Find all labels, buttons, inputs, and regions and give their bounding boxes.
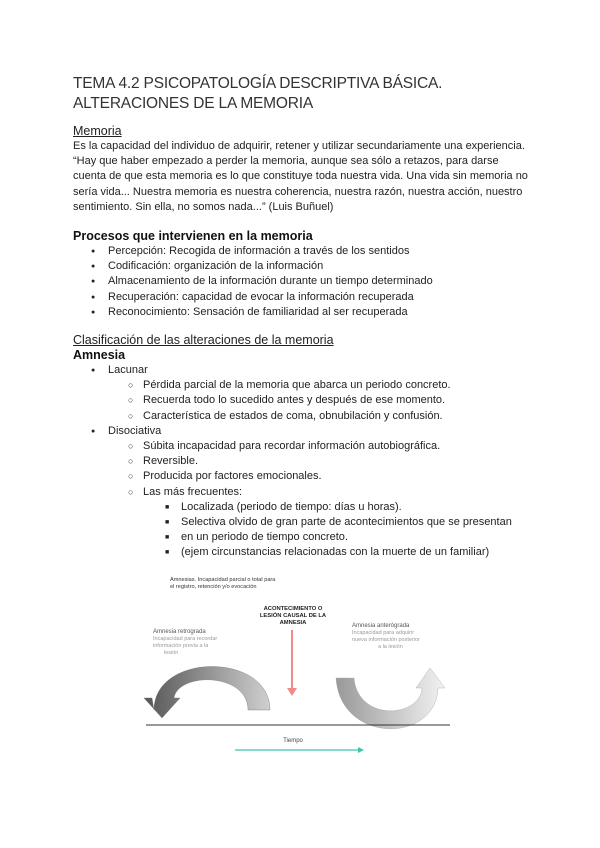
list-item: ● Codificación: organización de la información [73,259,433,274]
lacunar-label: ● Lacunar [73,363,512,378]
list-item: ■ Selectiva olvido de gran parte de acontecimientos que se presentan [73,515,512,530]
memoria-heading: Memoria [73,124,122,138]
diagram-top-label-2: el registro, retención y/o evocación [170,584,257,590]
time-label: Tiempo [283,738,303,744]
event-label-1: ACONTECIMIENTO O [263,606,323,612]
disociativa-label: ● Disociativa [73,424,512,439]
clasificacion-heading: Clasificación de las alteraciones de la memoria [73,333,334,347]
retro-title: Amnesia retrograda [153,629,206,635]
list-item: ○ Recuerda todo lo sucedido antes y después de ese momento. [73,393,512,408]
list-item: ○ Las más frecuentes: [73,485,512,500]
procesos-heading: Procesos que intervienen en la memoria [73,229,313,243]
list-item: ○ Producida por factores emocionales. [73,469,512,484]
amnesia-diagram [140,568,460,768]
event-label-3: AMNESIA [279,620,307,626]
antero-line-2: nueva información posterior [352,637,420,643]
list-item-continuation [73,530,512,545]
list-item: ● Almacenamiento de la información durante un tiempo determinado [73,274,433,289]
retro-line-1: Incapacidad para recordar [153,636,218,642]
list-item: ■ Localizada (periodo de tiempo: días u horas). [73,500,512,515]
continuation-text: en un periodo de tiempo concreto. [181,531,348,544]
time-arrow-head [358,747,364,753]
list-item: ○ Reversible. [73,454,512,469]
memoria-paragraph: Es la capacidad del individuo de adquirir, retener y utilizar secundariamente una experiencia. “Hay que haber empezado a perder la memoria, aunque sea sólo a retazos, para darse cuenta de que esta memoria es lo que constituye toda nuestra vida. Una vida sin memoria no sería vida... Nuestra memoria es nuestra coherencia, nuestra razón, nuestra acción, nuestro sentimiento. Sin ella, no somos nada...” (Luis Buñuel) [73,140,528,213]
list-item: ○ Pérdida parcial de la memoria que abarca un periodo concreto. [73,378,512,393]
list-item: ● Percepción: Recogida de información a través de los sentidos [73,244,433,259]
amnesia-list [73,363,512,561]
title-line-2: ALTERACIONES DE LA MEMORIA [73,95,313,112]
event-label-2: LESIÓN CAUSAL DE LA [259,613,327,619]
retro-line-2: información previa a la [153,643,209,649]
procesos-list [73,244,433,320]
diagram-top-label-1: Amnesias. Incapacidad parcial o total para [170,577,276,583]
page-title [73,74,442,114]
list-item: ○ Súbita incapacidad para recordar información autobiográfica. [73,439,512,454]
list-item: ● Reconocimiento: Sensación de familiaridad al ser recuperada [73,305,433,320]
antero-curve-arrow-icon [336,668,445,729]
amnesia-heading: Amnesia [73,348,126,362]
list-item: ● Recuperación: capacidad de evocar la información recuperada [73,290,433,305]
title-line-1: TEMA 4.2 PSICOPATOLOGÍA DESCRIPTIVA BÁSICA. [73,75,443,92]
antero-line-1: Incapacidad para adquirir [352,630,415,636]
retro-line-3: lesión [164,650,179,656]
retro-curve-arrow-icon [144,667,270,719]
event-arrow-head [287,688,297,696]
antero-line-3: a la lesión [378,644,403,650]
list-item: ■ (ejem circunstancias relacionadas con la muerte de un familiar) [73,545,512,560]
list-item: ○ Característica de estados de coma, obnubilación y confusión. [73,409,512,424]
antero-title: Amnesia anterógrada [352,623,410,629]
